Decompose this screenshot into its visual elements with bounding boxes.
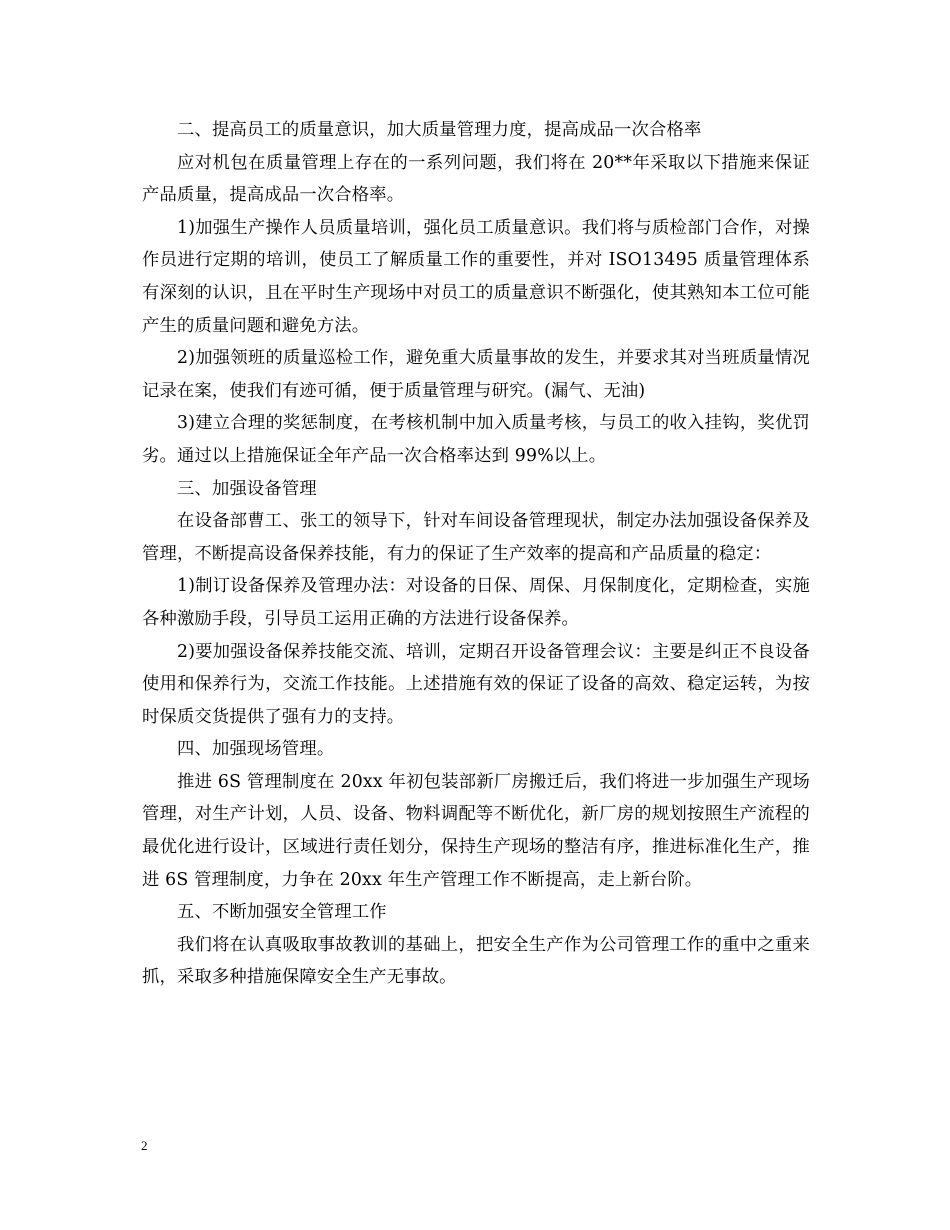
paragraph: 2)要加强设备保养技能交流、培训，定期召开设备管理会议：主要是纠正不良设备使用和保养行为，交流工作技能。上述措施有效的保证了设备的高效、稳定运转，为按时保质交货提供了强有力的支持。: [142, 641, 810, 727]
section-heading-safety: 五、不断加强安全管理工作: [177, 902, 387, 923]
paragraph: 应对机包在质量管理上存在的一系列问题，我们将在 20**年采取以下措施来保证产品质量，提高成品一次合格率。: [142, 152, 810, 206]
page-number: 2: [141, 1138, 148, 1153]
section-heading-quality: 二、提高员工的质量意识，加大质量管理力度，提高成品一次合格率: [177, 120, 702, 140]
section-heading-equipment: 三、加强设备管理: [177, 478, 317, 499]
paragraph: 推进 6S 管理制度在 20xx 年初包装部新厂房搬迁后，我们将进一步加强生产现场管理，对生产计划，人员、设备、物料调配等不断优化，新厂房的规划按照生产流程的最优化进行设计，区域进行责任划分，保持生产现场的整洁有序，推进标准化生产，推进 6S 管理制度，力争在 20xx 年生产管理工作不断提高，走上新台阶。: [142, 771, 810, 890]
paragraph: 2)加强领班的质量巡检工作，避免重大质量事故的发生，并要求其对当班质量情况记录在案，使我们有迹可循，便于质量管理与研究。(漏气、无油): [142, 348, 810, 401]
section-heading-site: 四、加强现场管理。: [177, 739, 335, 760]
paragraph: 1)制订设备保养及管理办法：对设备的日保、周保、月保制度化，定期检查，实施各种激励手段，引导员工运用正确的方法进行设备保养。: [142, 576, 810, 629]
paragraph: 我们将在认真吸取事故教训的基础上，把安全生产作为公司管理工作的重中之重来抓，采取多种措施保障安全生产无事故。: [142, 934, 810, 988]
paragraph: 1)加强生产操作人员质量培训，强化员工质量意识。我们将与质检部门合作，对操作员进行定期的培训，使员工了解质量工作的重要性，并对 ISO13495 质量管理体系有深刻的认识，且在平时生产现场中对员工的质量意识不断强化，使其熟知本工位可能产生的质量问题和避免方法。: [142, 217, 810, 336]
document-body: [142, 114, 810, 994]
paragraph: 3)建立合理的奖惩制度，在考核机制中加入质量考核，与员工的收入挂钩，奖优罚劣。通过以上措施保证全年产品一次合格率达到 99%以上。: [142, 413, 810, 466]
paragraph: 在设备部曹工、张工的领导下，针对车间设备管理现状，制定办法加强设备保养及管理，不断提高设备保养技能，有力的保证了生产效率的提高和产品质量的稳定：: [142, 511, 810, 564]
